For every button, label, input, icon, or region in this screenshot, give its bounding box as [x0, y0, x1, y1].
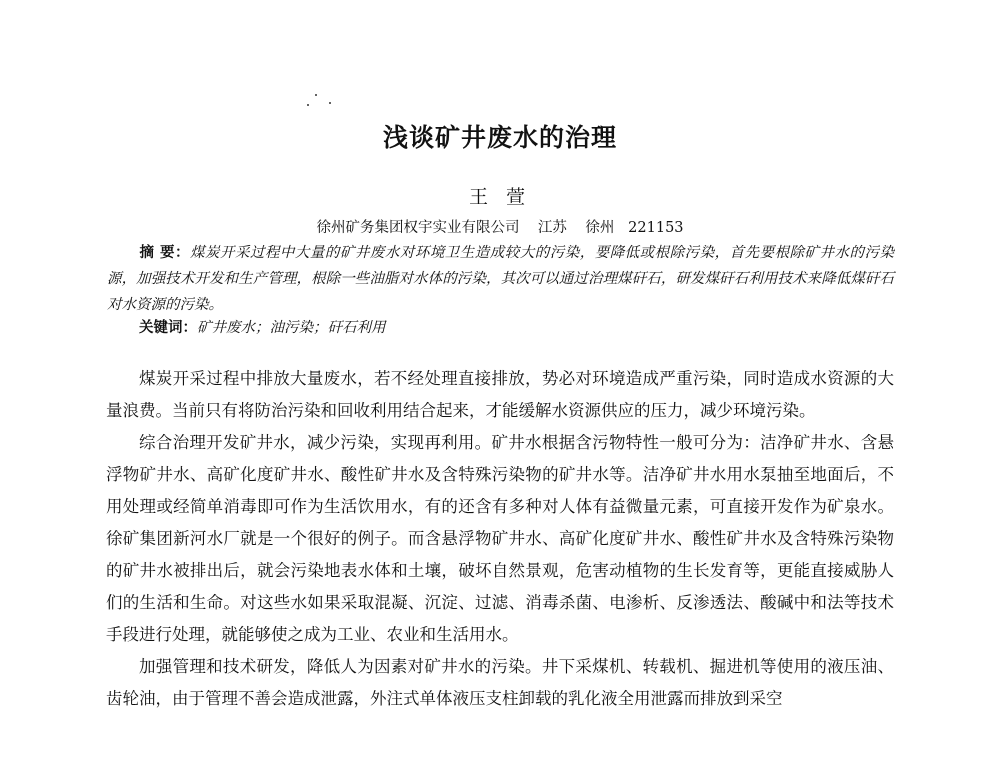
abstract-label: 摘 要：	[139, 245, 190, 261]
keywords-text: 矿井废水；油污染；矸石利用	[197, 320, 386, 336]
body-paragraph: 加强管理和技术研发，降低人为因素对矿井水的污染。井下采煤机、转载机、掘进机等使用的液压油、齿轮油，由于管理不善会造成泄露，外注式单体液压支柱卸载的乳化液全用泄露而排放到采空	[106, 657, 894, 708]
scan-speck	[315, 94, 317, 96]
keywords-label: 关键词：	[139, 320, 197, 336]
scan-specks	[305, 92, 335, 112]
body-paragraph: 综合治理开发矿井水，减少污染，实现再利用。矿井水根据含污物特性一般可分为：洁净矿井水、含悬浮物矿井水、高矿化度矿井水、酸性矿井水及含特殊污染物的矿井水等。洁净矿井水用水泵抽至地面后，不用处理或经简单消毒即可作为生活饮用水，有的还含有多种对人体有益微量元素，可直接开发作为矿泉水。徐矿集团新河水厂就是一个很好的例子。而含悬浮物矿井水、高矿化度矿井水、酸性矿井水及含特殊污染物的矿井水被排出后，就会污染地表水体和土壤，破坏自然景观，危害动植物的生长发育等，更能直接威胁人们的生活和生命。对这些水如果采取混凝、沉淀、过滤、消毒杀菌、电渗析、反渗透法、酸碱中和法等技术手段进行处理，就能够使之成为工业、农业和生活用水。	[106, 433, 894, 644]
keywords-block	[139, 316, 386, 337]
body-paragraph: 煤炭开采过程中排放大量废水，若不经处理直接排放，势必对环境造成严重污染，同时造成水资源的大量浪费。当前只有将防治污染和回收利用结合起来，才能缓解水资源供应的压力，减少环境污染。	[106, 369, 894, 420]
abstract-block	[107, 240, 894, 318]
paper-title: 浅谈矿井废水的治理	[382, 123, 617, 152]
abstract-text: 煤炭开采过程中大量的矿井废水对环境卫生造成较大的污染，要降低或根除污染，首先要根除矿井水的污染源，加强技术开发和生产管理，根除一些油脂对水体的污染，其次可以通过治理煤矸石，研发煤矸石利用技术来降低煤矸石对水资源的污染。	[107, 245, 894, 313]
body-text	[106, 363, 894, 715]
author-affiliation: 徐州矿务集团权宇实业有限公司 江苏 徐州 221153	[316, 220, 684, 236]
author-name: 王 萱	[468, 186, 532, 208]
scan-speck	[329, 102, 331, 104]
scan-speck	[307, 104, 309, 106]
